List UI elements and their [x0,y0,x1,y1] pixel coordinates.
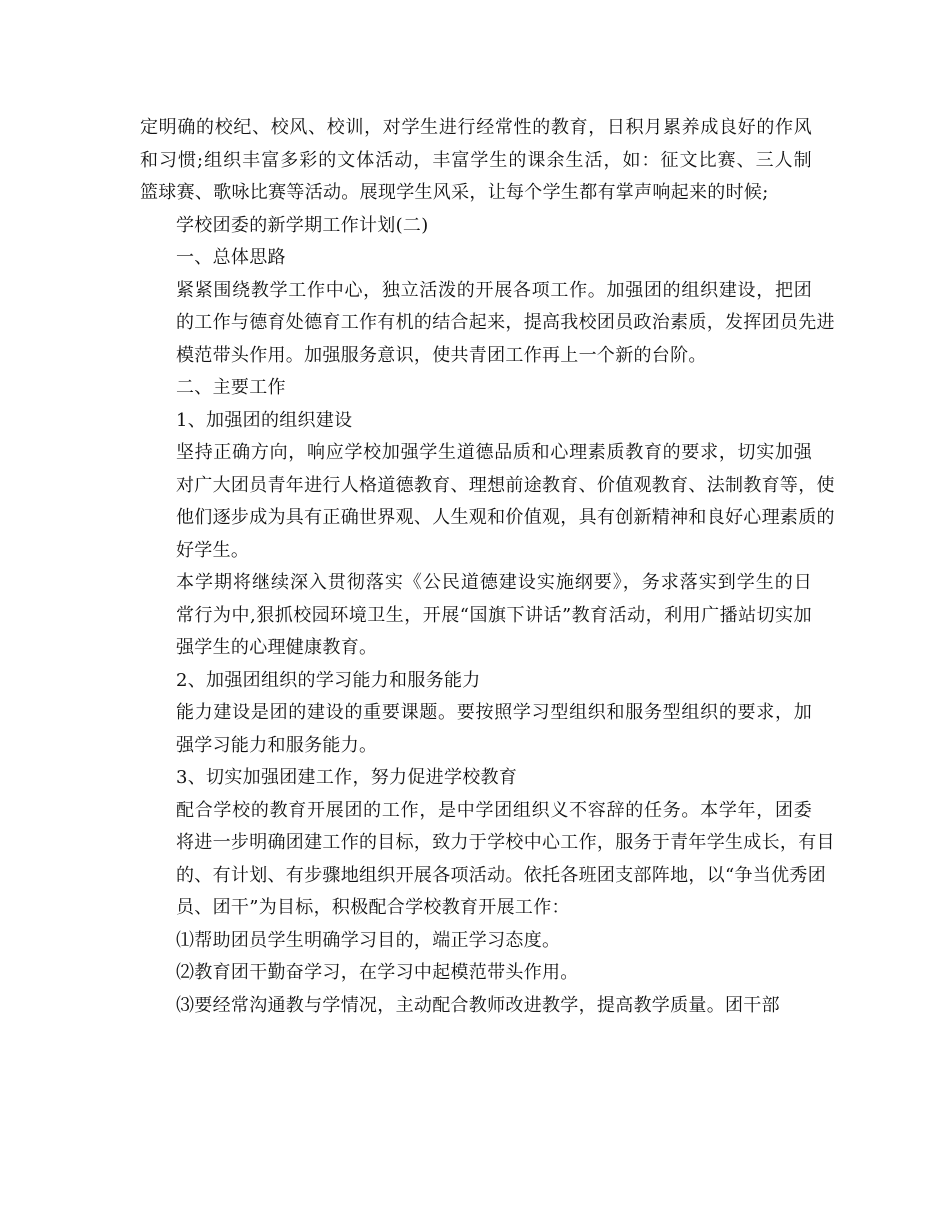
paragraph-p14 [140,957,812,990]
text-line: 定明确的校纪、校风、校训，对学生进行经常性的教育，日积月累养成良好的作风 [140,117,812,138]
paragraph-p3 [140,242,812,275]
text-line: ⑵教育团干勤奋学习，在学习中起模范带头作用。 [176,962,579,983]
paragraph-p10 [140,697,812,762]
text-line: 的、有计划、有步骤地组织开展各项活动。依托各班团支部阵地，以“争当优秀团 [176,864,826,886]
text-line: 和习惯;组织丰富多彩的文体活动，丰富学生的课余生活，如：征文比赛、三人制 [140,149,812,171]
paragraph-p15 [140,990,812,1023]
document-body [140,112,835,1022]
text-line: 篮球赛、歌咏比赛等活动。展现学生风采，让每个学生都有掌声响起来的时候; [140,182,769,203]
text-line: 本学期将继续深入贯彻落实《公民道德建设实施纲要》，务求落实到学生的日 [176,572,812,593]
text-line: 一、总体思路 [176,247,286,268]
text-line: 他们逐步成为具有正确世界观、人生观和价值观，具有创新精神和良好心理素质的 [176,507,835,528]
paragraph-p12 [140,795,835,925]
paragraph-p6 [140,405,812,438]
text-line: 强学习能力和服务能力。 [176,734,378,756]
text-line: 紧紧围绕教学工作中心，独立活泼的开展各项工作。加强团的组织建设，把团 [176,279,812,301]
text-line: ⑴帮助团员学生明确学习目的，端正学习态度。 [176,929,561,951]
paragraph-p13 [140,925,812,958]
text-line: 坚持正确方向，响应学校加强学生道德品质和心理素质教育的要求，切实加强 [176,442,812,463]
paragraph-p5 [140,372,812,405]
text-line: 能力建设是团的建设的重要课题。要按照学习型组织和服务型组织的要求，加 [176,702,812,723]
text-line: 学校团委的新学期工作计划(二) [176,214,429,236]
paragraph-p2 [140,210,812,243]
text-line: 将进一步明确团建工作的目标，致力于学校中心工作，服务于青年学生成长，有目 [176,832,835,853]
text-line: 强学生的心理健康教育。 [176,637,378,658]
text-line: 的工作与德育处德育工作有机的结合起来，提高我校团员政治素质，发挥团员先进 [176,312,835,333]
text-line: 模范带头作用。加强服务意识，使共青团工作再上一个新的台阶。 [176,344,707,366]
paragraph-p8 [140,567,812,665]
text-line: 对广大团员青年进行人格道德教育、理想前途教育、价值观教育、法制教育等，使 [176,474,835,496]
text-line: 好学生。 [176,539,250,561]
text-line: 配合学校的教育开展团的工作，是中学团组织义不容辞的任务。本学年，团委 [176,799,812,821]
paragraph-p1 [140,112,812,210]
text-line: ⑶要经常沟通教与学情况，主动配合教师改进教学，提高教学质量。团干部 [176,994,780,1016]
paragraph-p7 [140,437,835,567]
paragraph-p11 [140,762,812,795]
text-line: 常行为中,狠抓校园环境卫生，开展“国旗下讲话”教育活动，利用广播站切实加 [176,604,812,626]
text-line: 3、切实加强团建工作，努力促进学校教育 [176,767,518,788]
paragraph-p4 [140,275,835,373]
text-line: 1、加强团的组织建设 [176,409,353,431]
text-line: 员、团干”为目标，积极配合学校教育开展工作： [176,897,570,918]
text-line: 2、加强团组织的学习能力和服务能力 [176,669,481,691]
paragraph-p9 [140,665,812,698]
text-line: 二、主要工作 [176,377,286,398]
